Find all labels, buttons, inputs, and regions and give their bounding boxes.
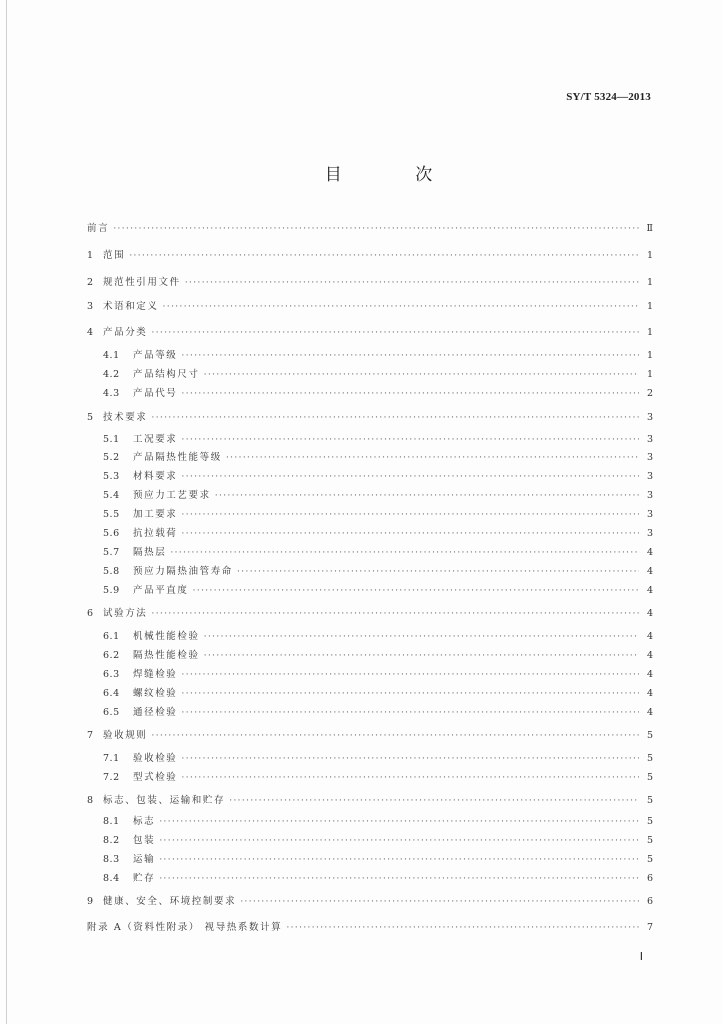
toc-entry-page: 6 (646, 896, 653, 907)
toc-entry-label: 预应力工艺要求 (133, 490, 211, 501)
toc-entry-number: 4.3 (103, 388, 120, 399)
toc-leader-dots (181, 350, 639, 361)
toc-entry-page: 5 (646, 753, 653, 764)
toc-entry-page: 4 (646, 669, 653, 680)
toc-entry-page: 5 (646, 854, 653, 865)
toc-entry-number: 8.4 (103, 873, 120, 884)
toc-entry-page: 3 (646, 490, 653, 501)
toc-entry-label: 螺纹检验 (133, 688, 178, 699)
toc-leader-dots (193, 585, 639, 596)
toc-entry[interactable] (87, 409, 653, 425)
toc-leader-dots (181, 707, 639, 718)
toc-entry-number: 5.9 (103, 585, 120, 596)
toc-subentry[interactable] (103, 525, 653, 541)
toc-leader-dots (159, 816, 639, 827)
toc-subentry[interactable] (103, 468, 653, 484)
toc-entry-number: 8.1 (103, 816, 120, 827)
toc-leader-dots (181, 688, 639, 699)
toc-entry-page: 4 (646, 688, 653, 699)
toc-entry-label: 加工要求 (133, 509, 178, 520)
toc-entry-label: 技术要求 (103, 412, 148, 423)
toc-entry-label: 验收检验 (133, 753, 178, 764)
toc-entry-page: 5 (646, 772, 653, 783)
toc-entry-page: 4 (646, 566, 653, 577)
toc-leader-dots (229, 795, 639, 806)
toc-subentry[interactable] (103, 685, 653, 701)
toc-entry[interactable] (87, 247, 653, 263)
toc-subentry[interactable] (103, 750, 653, 766)
toc-subentry[interactable] (103, 628, 653, 644)
toc-subentry[interactable] (103, 870, 653, 886)
toc-subentry[interactable] (103, 385, 653, 401)
toc-leader-dots (163, 301, 639, 312)
toc-entry-label: 试验方法 (103, 608, 148, 619)
toc-leader-dots (185, 277, 639, 288)
toc-entry-number: 5 (87, 412, 94, 423)
toc-subentry[interactable] (103, 813, 653, 829)
toc-entry-page: 3 (646, 452, 653, 463)
toc-leader-dots (159, 835, 639, 846)
toc-entry-page: 4 (646, 707, 653, 718)
toc-entry[interactable] (87, 919, 653, 935)
toc-entry-label: 隔热性能检验 (133, 650, 200, 661)
toc-entry-number: 4.2 (103, 369, 120, 380)
toc-entry-number: 2 (87, 277, 94, 288)
toc-entry[interactable] (87, 893, 653, 909)
toc-leader-dots (215, 490, 639, 501)
toc-leader-dots (129, 250, 639, 261)
toc-leader-dots (151, 730, 639, 741)
toc-entry[interactable] (87, 792, 653, 808)
toc-subentry[interactable] (103, 449, 653, 465)
toc-entry-page: 3 (646, 434, 653, 445)
toc-subentry[interactable] (103, 431, 653, 447)
toc-entry-number: 8 (87, 795, 94, 806)
toc-entry-number: 7 (87, 730, 94, 741)
toc-entry-number: 5.2 (103, 452, 120, 463)
toc-entry-page: 4 (646, 547, 653, 558)
toc-subentry[interactable] (103, 769, 653, 785)
toc-entry-label: 运输 (133, 854, 156, 865)
toc-entry-number: 7.1 (103, 753, 120, 764)
toc-entry-label: 机械性能检验 (133, 631, 200, 642)
toc-entry[interactable] (87, 220, 653, 236)
toc-entry[interactable] (87, 727, 653, 743)
toc-entry-number: 8.3 (103, 854, 120, 865)
toc-leader-dots (226, 452, 639, 463)
toc-entry[interactable] (87, 298, 653, 314)
toc-leader-dots (181, 434, 639, 445)
toc-entry-label: 贮存 (133, 873, 156, 884)
toc-entry-label: 预应力隔热油管寿命 (133, 566, 233, 577)
toc-entry-page: 4 (646, 650, 653, 661)
toc-entry-number: 4.1 (103, 350, 120, 361)
toc-entry-number: 5.7 (103, 547, 120, 558)
toc-entry-number: 5.4 (103, 490, 120, 501)
toc-entry-number: 6.4 (103, 688, 120, 699)
toc-subentry[interactable] (103, 704, 653, 720)
toc-leader-dots (286, 922, 639, 933)
toc-subentry[interactable] (103, 366, 653, 382)
toc-subentry[interactable] (103, 487, 653, 503)
toc-entry-label: 产品等级 (133, 350, 178, 361)
toc-subentry[interactable] (103, 851, 653, 867)
toc-leader-dots (204, 650, 639, 661)
toc-entry-number: 5.3 (103, 471, 120, 482)
toc-entry-page: 1 (646, 327, 653, 338)
toc-leader-dots (151, 608, 639, 619)
toc-entry-label: 健康、安全、环境控制要求 (103, 896, 237, 907)
toc-entry-label: 标志、包装、运输和贮存 (103, 795, 226, 806)
toc-entry-number: 4 (87, 327, 94, 338)
toc-entry[interactable] (87, 605, 653, 621)
toc-entry-page: 6 (646, 873, 653, 884)
toc-entry-number: 9 (87, 896, 94, 907)
toc-subentry[interactable] (103, 506, 653, 522)
toc-entry-label: 标志 (133, 816, 156, 827)
toc-entry-label: 抗拉载荷 (133, 528, 178, 539)
toc-leader-dots (181, 388, 639, 399)
toc-entry-page: 5 (646, 835, 653, 846)
toc-entry-page: 7 (646, 922, 653, 933)
toc-entry-page: 5 (646, 730, 653, 741)
toc-entry-number: 5.1 (103, 434, 120, 445)
toc-leader-dots (181, 528, 639, 539)
toc-entry-page: 3 (646, 509, 653, 520)
toc-entry-page: 4 (646, 608, 653, 619)
toc-subentry[interactable] (103, 347, 653, 363)
toc-entry-number: 7.2 (103, 772, 120, 783)
scan-edge (6, 0, 7, 1024)
toc-entry-label: 产品结构尺寸 (133, 369, 200, 380)
toc-entry-number: 5.8 (103, 566, 120, 577)
toc-entry-label: 产品代号 (133, 388, 178, 399)
toc-entry-page: 3 (646, 471, 653, 482)
toc-entry-label: 产品隔热性能等级 (133, 452, 222, 463)
toc-leader-dots (159, 854, 639, 865)
toc-entry-number: 6.5 (103, 707, 120, 718)
toc-leader-dots (181, 753, 639, 764)
toc-entry-label: 焊缝检验 (133, 669, 178, 680)
toc-leader-dots (170, 547, 639, 558)
toc-entry-label: 工况要求 (133, 434, 178, 445)
toc-entry-number: 3 (87, 301, 94, 312)
toc-entry[interactable] (87, 324, 653, 340)
toc-entry-number: 6.3 (103, 669, 120, 680)
page-title: 目 次 (324, 165, 467, 185)
toc-leader-dots (181, 772, 639, 783)
toc-entry-label: 产品平直度 (133, 585, 189, 596)
toc-entry-page: 1 (646, 350, 653, 361)
toc-leader-dots (159, 873, 639, 884)
toc-subentry[interactable] (103, 666, 653, 682)
toc-subentry[interactable] (103, 832, 653, 848)
toc-entry-page: 3 (646, 528, 653, 539)
toc-entry-page: 2 (646, 388, 653, 399)
toc-entry-label: 隔热层 (133, 547, 167, 558)
toc-leader-dots (240, 896, 639, 907)
toc-leader-dots (181, 509, 639, 520)
page-number: Ⅰ (639, 951, 643, 963)
toc-entry-label: 范围 (103, 250, 126, 261)
toc-entry-number: 5.6 (103, 528, 120, 539)
toc-entry-label: 产品分类 (103, 327, 148, 338)
toc-entry-label: 术语和定义 (103, 301, 159, 312)
toc-leader-dots (237, 566, 639, 577)
toc-entry[interactable] (87, 274, 653, 290)
toc-entry-number: 6.2 (103, 650, 120, 661)
toc-entry-page: 1 (646, 301, 653, 312)
toc-entry-label: 通径检验 (133, 707, 178, 718)
toc-entry-page: 4 (646, 585, 653, 596)
toc-entry-label: 前言 (87, 223, 110, 234)
toc-entry-page: Ⅱ (646, 223, 653, 234)
toc-entry-page: 1 (646, 250, 653, 261)
toc-entry-label: 包装 (133, 835, 156, 846)
toc-leader-dots (151, 327, 639, 338)
toc-leader-dots (181, 669, 639, 680)
toc-entry-page: 4 (646, 631, 653, 642)
toc-subentry[interactable] (103, 563, 653, 579)
toc-leader-dots (204, 631, 639, 642)
toc-entry-label: 验收规则 (103, 730, 148, 741)
toc-entry-number: 1 (87, 250, 94, 261)
toc-entry-label: 规范性引用文件 (103, 277, 181, 288)
toc-leader-dots (151, 412, 639, 423)
toc-entry-page: 1 (646, 277, 653, 288)
toc-subentry[interactable] (103, 544, 653, 560)
toc-entry-page: 3 (646, 412, 653, 423)
toc-entry-number: 5.5 (103, 509, 120, 520)
toc-entry-number: 8.2 (103, 835, 120, 846)
toc-leader-dots (204, 369, 639, 380)
toc-entry-number: 6.1 (103, 631, 120, 642)
toc-entry-label: 型式检验 (133, 772, 178, 783)
toc-subentry[interactable] (103, 647, 653, 663)
toc-entry-number: 6 (87, 608, 94, 619)
toc-leader-dots (181, 471, 639, 482)
toc-entry-label: 附录 A（资料性附录） 视导热系数计算 (87, 922, 283, 933)
standard-code: SY/T 5324—2013 (566, 91, 651, 103)
toc-entry-page: 5 (646, 795, 653, 806)
toc-leader-dots (113, 223, 639, 234)
toc-entry-label: 材料要求 (133, 471, 178, 482)
toc-entry-page: 5 (646, 816, 653, 827)
toc-subentry[interactable] (103, 582, 653, 598)
toc-entry-page: 1 (646, 369, 653, 380)
